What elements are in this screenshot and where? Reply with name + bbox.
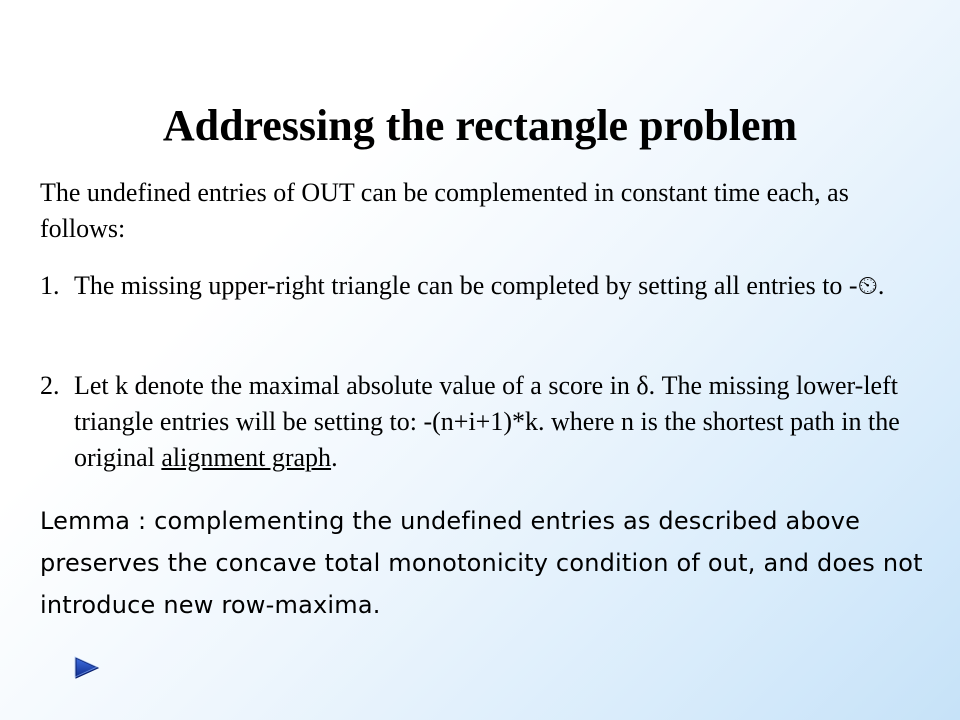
list-item-text-end: . [331,443,338,472]
next-slide-arrow-icon [72,654,102,682]
intro-paragraph: The undefined entries of OUT can be complemented in constant time each, as follows: [40,178,849,243]
list-item-text: Let k denote the maximal absolute value of a score in δ. The missing lower-left triangle entries will be setting to: -(n+i+1)*k. where n is the shortest path in the original [74,371,900,472]
slide-title: Addressing the rectangle problem [162,101,798,150]
lemma-text: Lemma : complementing the undefined entries as described above preserves the concave total monotonicity condition of out, and does not introduce new row-maxima. [40,507,923,619]
list-item-text: The missing upper-right triangle can be completed by setting all entries to -⏲. [74,271,885,300]
list-item-1 [40,268,920,304]
list-item-number: 2. [40,371,60,400]
next-slide-button[interactable] [72,654,102,682]
alignment-graph-link[interactable]: alignment graph [161,443,332,472]
list-item-number: 1. [40,271,60,300]
list-item-2 [40,368,920,476]
